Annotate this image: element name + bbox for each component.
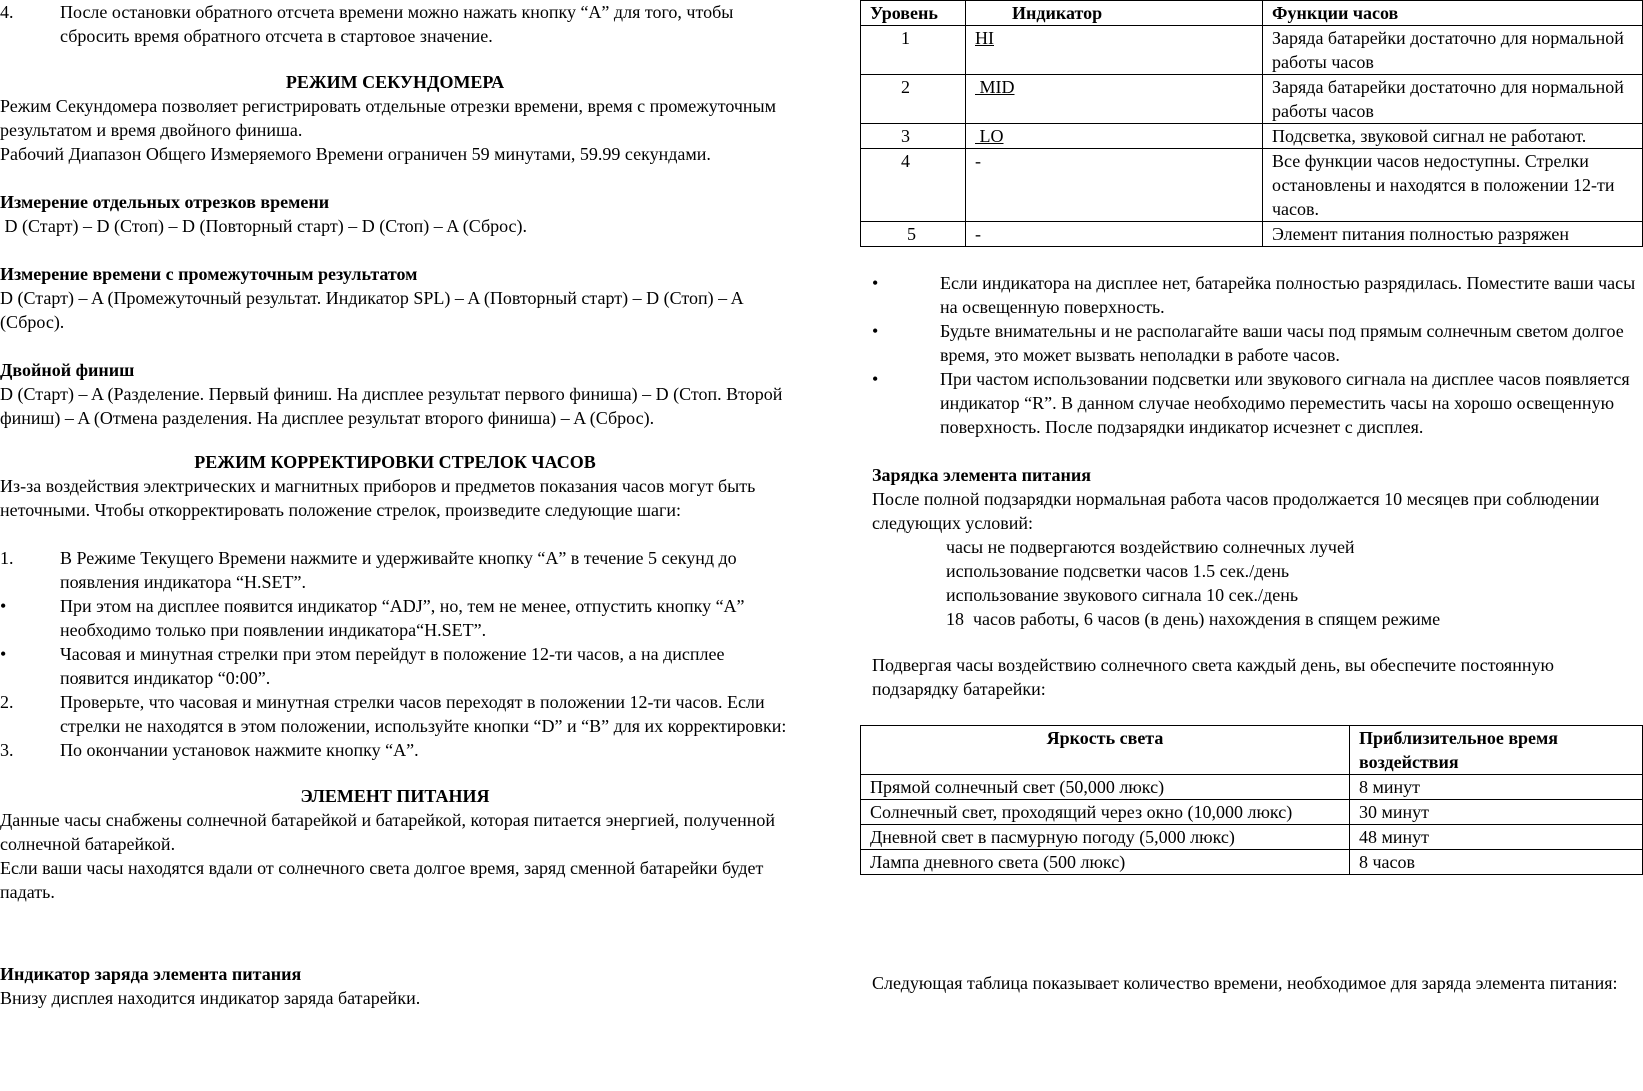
table-header: Яркость света — [861, 726, 1350, 775]
light-exposure-table — [860, 725, 1643, 875]
list-item — [0, 690, 790, 738]
next-table-paragraph: Следующая таблица показывает количество времени, необходимое для заряда элемента питания: — [872, 973, 1618, 993]
table-cell: 48 минут — [1350, 825, 1643, 850]
table-cell: 5 — [861, 222, 966, 247]
bullet-icon: • — [0, 644, 7, 664]
power-paragraph-2: Если ваши часы находятся вдали от солнечного света долгое время, заряд сменной батарейки будет падать. — [0, 858, 764, 902]
list-marker: 1. — [0, 548, 14, 568]
list-text: Проверьте, что часовая и минутная стрелки часов переходят в положении 12-ти часов. Если стрелки не находятся в этом положении, используйте кнопки “D” и “B” для их корректировки: — [60, 692, 787, 736]
list-text: Будьте внимательны и не располагайте ваши часы под прямым солнечным светом долгое время, это может вызвать неполадки в работе часов. — [940, 321, 1624, 365]
table-cell — [966, 75, 1263, 124]
hands-correction-paragraph: Из-за воздействия электрических и магнитных приборов и предметов показания часов могут быть неточными. Чтобы откорректировать положение стрелок, произведите следующие шаги: — [0, 476, 756, 520]
split-heading: Измерение отдельных отрезков времени — [0, 192, 330, 212]
list-item: использование звукового сигнала 10 сек./день — [946, 585, 1299, 605]
table-cell: Заряда батарейки достаточно для нормальной работы часов — [1263, 26, 1643, 75]
table-row — [861, 222, 1643, 247]
table-cell: - — [966, 149, 1263, 222]
list-text: В Режиме Текущего Времени нажмите и удерживайте кнопку “A” в течение 5 секунд до появления индикатора “H.SET”. — [60, 548, 737, 592]
table-cell: 30 минут — [1350, 800, 1643, 825]
conditions-list — [872, 535, 1643, 631]
list-text: Если индикатора на дисплее нет, батарейка полностью разрядилась. Поместите ваши часы на освещенную поверхность. — [940, 273, 1636, 317]
table-cell: Заряда батарейки достаточно для нормальной работы часов — [1263, 75, 1643, 124]
table-row — [861, 75, 1643, 124]
table-cell: Дневной свет в пасмурную погоду (5,000 люкс) — [861, 825, 1350, 850]
list-marker: 3. — [0, 740, 14, 760]
table-header: Приблизительное время воздействия — [1350, 726, 1643, 775]
table-cell: Лампа дневного света (500 люкс) — [861, 850, 1350, 875]
list-text: По окончании установок нажмите кнопку “A”. — [60, 740, 419, 760]
charging-paragraph: После полной подзарядки нормальная работа часов продолжается 10 месяцев при соблюдении следующих условий: — [872, 489, 1600, 533]
list-item: использование подсветки часов 1.5 сек./день — [946, 561, 1290, 581]
table-row — [861, 26, 1643, 75]
list-text: Часовая и минутная стрелки при этом перейдут в положение 12-ти часов, а на дисплее появится индикатор “0:00”. — [60, 644, 725, 688]
stopwatch-paragraph-1: Режим Секундомера позволяет регистрировать отдельные отрезки времени, время с промежуточным результатом и время двойного финиша. — [0, 96, 777, 140]
table-cell: 8 минут — [1350, 775, 1643, 800]
list-item — [872, 319, 1643, 367]
bullet-icon: • — [0, 596, 7, 616]
charging-heading: Зарядка элемента питания — [872, 465, 1091, 485]
list-item — [872, 271, 1643, 319]
power-paragraph-1: Данные часы снабжены солнечной батарейкой и батарейкой, которая питается энергией, полученной солнечной батарейкой. — [0, 810, 776, 854]
lap-sequence: D (Старт) – A (Промежуточный результат. Индикатор SPL) – A (Повторный старт) – D (Стоп) – A (Сброс). — [0, 288, 743, 332]
table-row — [861, 825, 1643, 850]
table-cell: Элемент питания полностью разряжен — [1263, 222, 1643, 247]
battery-level-table — [860, 0, 1643, 247]
indicator-label: HI — [975, 28, 994, 48]
table-row — [861, 850, 1643, 875]
indicator-label: MID — [975, 77, 1015, 97]
list-item — [0, 738, 790, 762]
indicator-label: LO — [975, 126, 1004, 146]
table-cell: Все функции часов недоступны. Стрелки остановлены и находятся в положении 12-ти часов. — [1263, 149, 1643, 222]
list-item — [0, 546, 790, 594]
list-item: 18 часов работы, 6 часов (в день) нахождения в спящем режиме — [946, 609, 1441, 629]
table-cell — [966, 26, 1263, 75]
list-item — [872, 367, 1643, 439]
double-finish-heading: Двойной финиш — [0, 360, 135, 380]
table-cell — [966, 124, 1263, 149]
table-cell: 1 — [861, 26, 966, 75]
step-text: После остановки обратного отсчета времени можно нажать кнопку “A” для того, чтобы сбросить время обратного отсчета в стартовое значение. — [60, 2, 734, 46]
right-column — [860, 0, 1643, 995]
table-cell: - — [966, 222, 1263, 247]
list-text: При этом на дисплее появится индикатор “ADJ”, но, тем не менее, отпустить кнопку “A” необходимо только при появлении индикатора“H.SET”. — [60, 596, 745, 640]
notes-list — [860, 271, 1643, 439]
table-cell: 2 — [861, 75, 966, 124]
list-marker: 2. — [0, 692, 14, 712]
table-header-row — [861, 1, 1643, 26]
list-text: При частом использовании подсветки или звукового сигнала на дисплее часов появляется индикатор “R”. В данном случае необходимо переместить часы на хорошо освещенную поверхность. После подзарядки индикатор исчезнет с дисплея. — [940, 369, 1630, 437]
list-item — [0, 642, 790, 690]
table-row — [861, 149, 1643, 222]
sunlight-paragraph: Подвергая часы воздействию солнечного света каждый день, вы обеспечите постоянную подзарядку батарейки: — [872, 655, 1554, 699]
table-header: Индикатор — [966, 1, 1263, 26]
countdown-step-4 — [0, 0, 790, 48]
table-cell: Прямой солнечный свет (50,000 люкс) — [861, 775, 1350, 800]
table-cell: 4 — [861, 149, 966, 222]
table-header-row — [861, 726, 1643, 775]
hands-correction-heading: РЕЖИМ КОРРЕКТИРОВКИ СТРЕЛОК ЧАСОВ — [194, 452, 596, 472]
lap-heading: Измерение времени с промежуточным результатом — [0, 264, 418, 284]
charge-indicator-heading: Индикатор заряда элемента питания — [0, 964, 302, 984]
table-header: Уровень — [861, 1, 966, 26]
list-item: часы не подвергаются воздействию солнечных лучей — [946, 537, 1355, 557]
power-heading: ЭЛЕМЕНТ ПИТАНИЯ — [300, 786, 490, 806]
table-row — [861, 800, 1643, 825]
stopwatch-heading: РЕЖИМ СЕКУНДОМЕРА — [285, 72, 505, 92]
table-cell: Солнечный свет, проходящий через окно (10,000 люкс) — [861, 800, 1350, 825]
step-number: 4. — [0, 2, 14, 22]
stopwatch-paragraph-2: Рабочий Диапазон Общего Измеряемого Времени ограничен 59 минутами, 59.99 секундами. — [0, 144, 711, 164]
bullet-icon: • — [872, 273, 879, 293]
bullet-icon: • — [872, 321, 879, 341]
charge-indicator-text: Внизу дисплея находится индикатор заряда батарейки. — [0, 988, 421, 1008]
charging-section — [860, 463, 1643, 701]
table-row — [861, 124, 1643, 149]
double-finish-sequence: D (Старт) – A (Разделение. Первый финиш. На дисплее результат первого финиша) – D (Стоп. Второй финиш) – A (Отмена разделения. На дисплее результат второго финиша) – A (Сброс). — [0, 384, 783, 428]
table-cell: Подсветка, звуковой сигнал не работают. — [1263, 124, 1643, 149]
table-row — [861, 775, 1643, 800]
table-cell: 3 — [861, 124, 966, 149]
hands-steps-list — [0, 546, 790, 762]
list-item — [0, 594, 790, 642]
table-cell: 8 часов — [1350, 850, 1643, 875]
table-header: Функции часов — [1263, 1, 1643, 26]
left-column — [0, 0, 790, 1010]
bullet-icon: • — [872, 369, 879, 389]
split-sequence: D (Старт) – D (Стоп) – D (Повторный старт) – D (Стоп) – A (Сброс). — [0, 216, 528, 236]
